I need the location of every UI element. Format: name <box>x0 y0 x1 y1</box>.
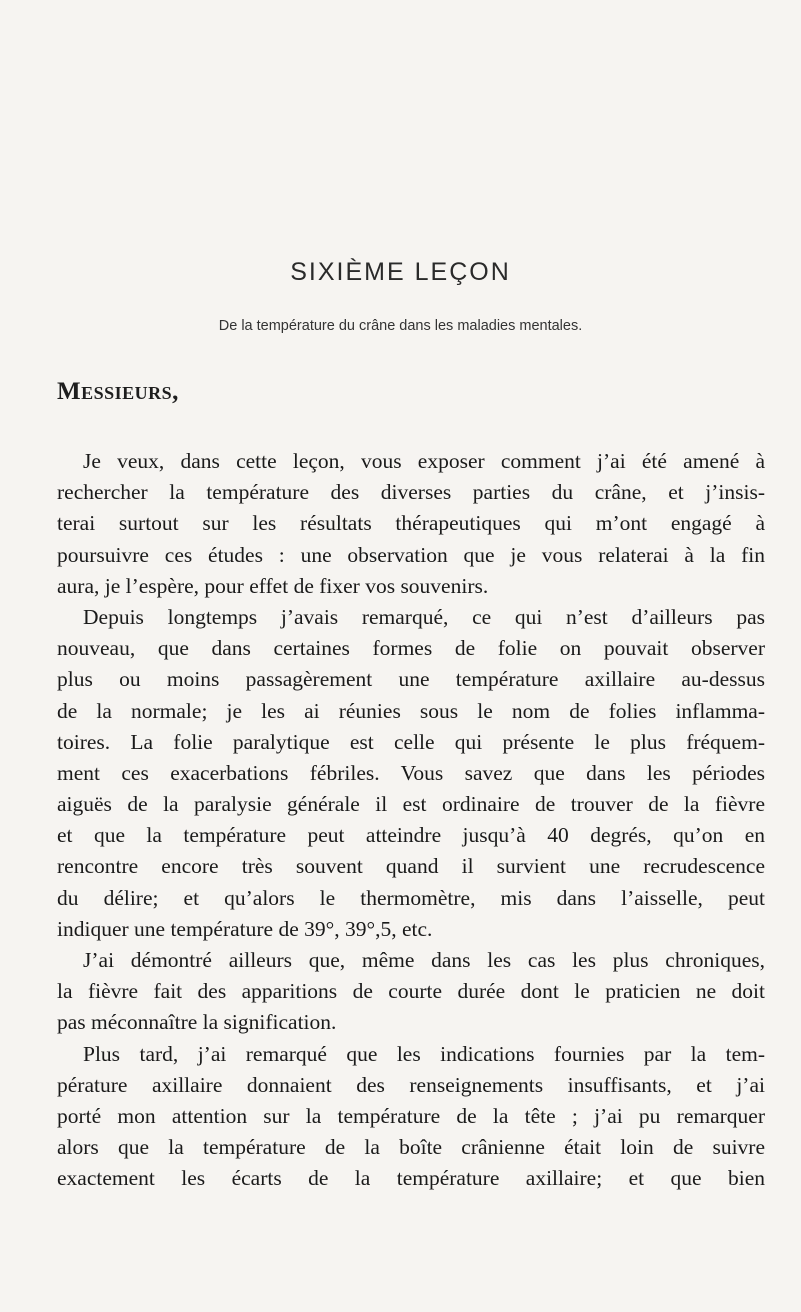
text-line: pérature axillaire donnaient des renseignements insuffisants, et j’ai <box>57 1072 765 1097</box>
chapter-heading: SIXIÈME LEÇON <box>290 258 511 286</box>
text-line: aiguës de la paralysie générale il est ordinaire de trouver de la fièvre <box>57 792 765 817</box>
text-line: pas méconnaître la signification. <box>57 1010 337 1035</box>
text-line: Depuis longtemps j’avais remarqué, ce qui n’est d’ailleurs pas <box>83 604 765 629</box>
text-line: Plus tard, j’ai remarqué que les indications fournies par la tem- <box>83 1041 765 1066</box>
text-line: Je veux, dans cette leçon, vous exposer comment j’ai été amené à <box>83 449 765 473</box>
text-line: ment ces exacerbations fébriles. Vous savez que dans les périodes <box>57 760 765 785</box>
text-line: plus ou moins passagèrement une température axillaire au-dessus <box>57 667 765 692</box>
salutation: Messieurs, <box>57 378 179 405</box>
text-line: la fièvre fait des apparitions de courte durée dont le praticien ne doit <box>57 979 765 1004</box>
text-line: poursuivre ces études : une observation que je vous relaterai à la fin <box>57 542 765 567</box>
text-line: et que la température peut atteindre jusqu’à 40 degrés, qu’on en <box>57 823 765 848</box>
chapter-subtitle: De la température du crâne dans les maladies mentales. <box>218 318 583 334</box>
text-line: de la normale; je les ai réunies sous le nom de folies inflamma- <box>57 698 765 723</box>
text-line: porté mon attention sur la température de la tête ; j’ai pu remarquer <box>57 1103 765 1128</box>
body-text <box>57 446 765 1195</box>
text-line: aura, je l’espère, pour effet de fixer vos souvenirs. <box>57 573 489 598</box>
text-line: alors que la température de la boîte crânienne était loin de suivre <box>57 1135 765 1160</box>
text-line: rencontre encore très souvent quand il survient une recrudescence <box>57 854 765 879</box>
text-line: indiquer une température de 39°, 39°,5, etc. <box>57 916 433 941</box>
text-line: terai surtout sur les résultats thérapeutiques qui m’ont engagé à <box>57 511 765 536</box>
text-line: exactement les écarts de la température axillaire; et que bien <box>57 1166 765 1191</box>
text-line: J’ai démontré ailleurs que, même dans les cas les plus chroniques, <box>83 948 765 972</box>
text-line: nouveau, que dans certaines formes de folie on pouvait observer <box>57 636 765 661</box>
text-line: du délire; et qu’alors le thermomètre, mis dans l’aisselle, peut <box>57 885 765 910</box>
text-line: toires. La folie paralytique est celle qui présente le plus fréquem- <box>57 729 765 754</box>
text-line: rechercher la température des diverses parties du crâne, et j’insis- <box>57 480 765 505</box>
